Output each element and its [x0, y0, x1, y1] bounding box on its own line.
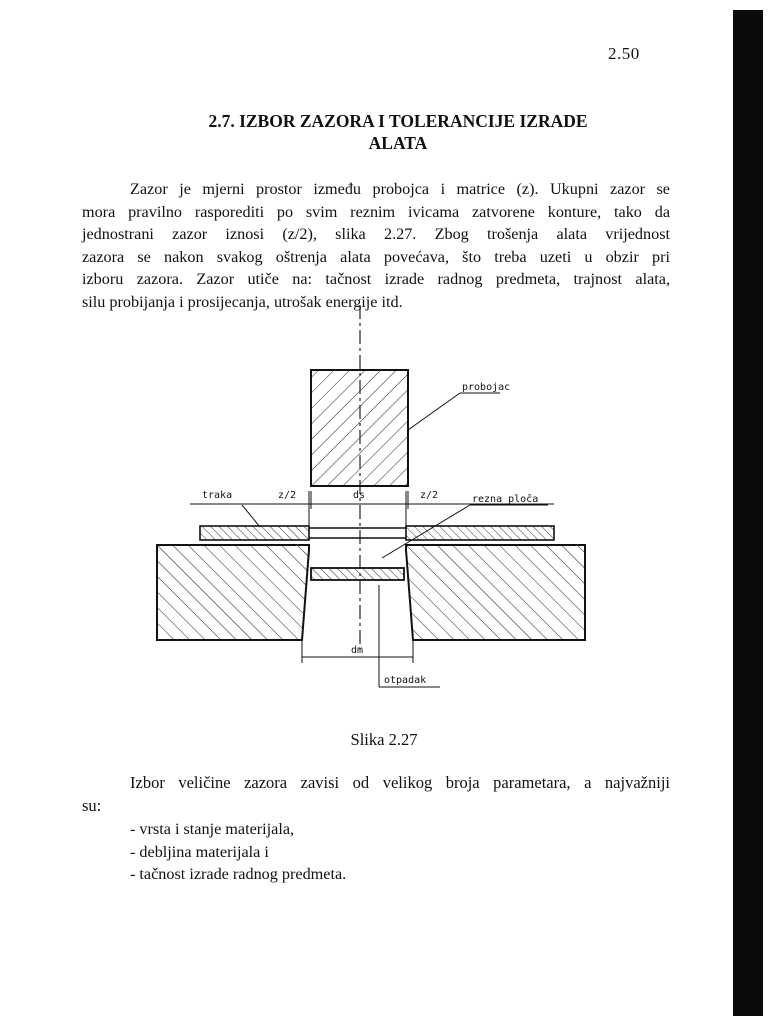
strip-left [200, 526, 309, 540]
label-rezna-ploca: rezna ploča [472, 494, 539, 505]
label-dm: dm [351, 645, 364, 656]
label-z2-right: z/2 [420, 490, 439, 501]
figure-caption: Slika 2.27 [350, 730, 418, 749]
section-heading [100, 110, 696, 154]
heading-line-2: ALATA [368, 133, 428, 153]
parameter-list [130, 818, 346, 886]
paragraph-line: mora pravilno rasporediti po svim reznim ivicama zatvorene konture, tako da [82, 202, 670, 221]
list-item: - debljina materijala i [130, 842, 269, 861]
label-otpadak: otpadak [384, 675, 427, 686]
punch-body [311, 370, 408, 486]
paragraph-line: Zazor je mjerni prostor između probojca i matrice (z). Ukupni zazor se [130, 180, 670, 198]
die-plate-right [406, 545, 585, 640]
paragraph-line: Izbor veličine zazora zavisi od velikog broja parametara, a najvažniji [130, 773, 670, 792]
punch-die-clearance-diagram [150, 305, 600, 715]
scan-edge-shadow [733, 10, 763, 1016]
slug [311, 568, 404, 580]
heading-line-1: 2.7. IZBOR ZAZORA I TOLERANCIJE IZRADE [208, 111, 588, 131]
paragraph-line: zazora se nakon svakog oštrenja alata povećava, što treba uzeti u obzir pri [82, 247, 670, 266]
label-z2-left: z/2 [278, 490, 297, 501]
paragraph-line: silu probijanja i prosijecanja, utrošak energije itd. [82, 292, 403, 311]
label-probojac: probojac [462, 382, 511, 393]
paragraph-line: su: [82, 796, 102, 815]
paragraph-line: jednostrani zazor iznosi (z/2), slika 2.27. Zbog trošenja alata vrijednost [82, 225, 670, 244]
paragraph-line: izboru zazora. Zazor utiče na: tačnost izrade radnog predmeta, trajnost alata, [82, 270, 670, 289]
die-plate-left [157, 545, 309, 640]
label-ds: ds [353, 490, 366, 501]
paragraph-clearance-definition [82, 178, 670, 314]
list-item: - tačnost izrade radnog predmeta. [130, 865, 347, 883]
page-number: 2.50 [608, 44, 640, 63]
list-item: - vrsta i stanje materijala, [130, 820, 295, 838]
label-traka: traka [202, 490, 233, 501]
strip-right [406, 526, 554, 540]
paragraph-parameters [82, 771, 670, 817]
